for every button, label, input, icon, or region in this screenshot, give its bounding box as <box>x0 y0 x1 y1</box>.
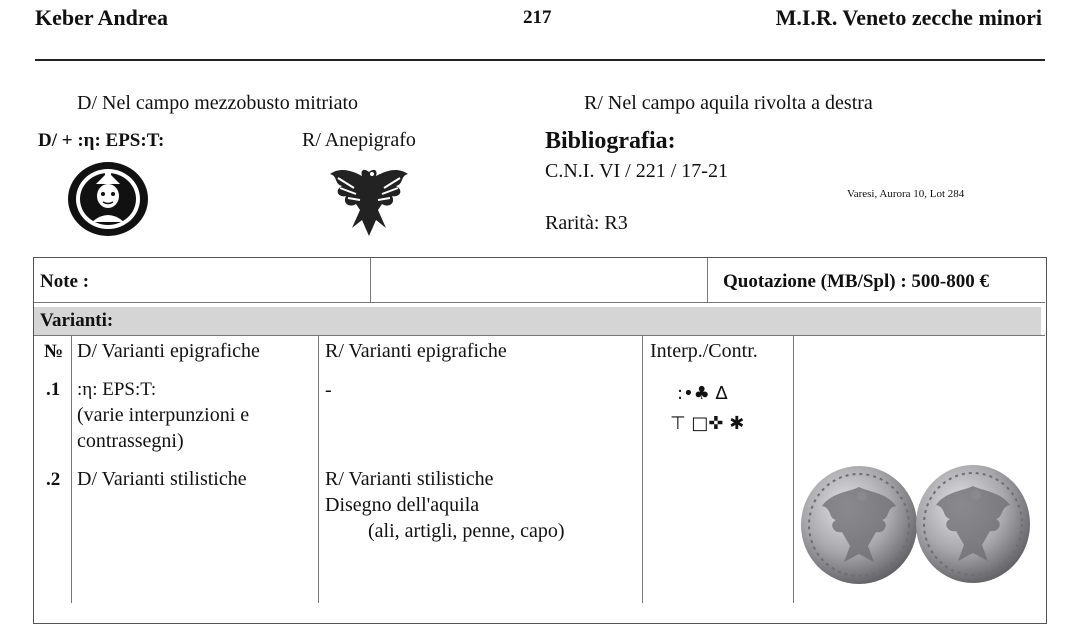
row-2-number: .2 <box>46 469 61 490</box>
reverse-legend: R/ Anepigrafo <box>302 129 416 151</box>
obverse-bust-drawing <box>66 160 152 238</box>
coin-photo-obverse <box>801 466 917 584</box>
obverse-legend: D/ + :η: EPS:T: <box>38 130 165 151</box>
row-1-marks-line-1: :•♣ ∆ <box>677 383 728 404</box>
col-line-marks <box>793 336 794 603</box>
note-label: Note : <box>40 271 90 292</box>
auction-reference: Varesi, Aurora 10, Lot 284 <box>847 188 965 200</box>
rarity: Rarità: R3 <box>545 212 628 234</box>
row-1-reverse: - <box>325 379 332 401</box>
col-line-reverse <box>642 336 643 603</box>
header-obverse: D/ Varianti epigrafiche <box>77 340 260 362</box>
reverse-eagle-drawing <box>324 158 414 240</box>
note-row-rule <box>34 302 1045 303</box>
coin-photo-reverse <box>916 465 1030 583</box>
page-number: 217 <box>523 7 552 28</box>
row-2-reverse-line-3: (ali, artigli, penne, capo) <box>368 520 565 542</box>
variants-title: Varianti: <box>40 310 114 331</box>
note-divider-2 <box>707 258 708 302</box>
obverse-description: D/ Nel campo mezzobusto mitriato <box>77 92 359 114</box>
row-2-reverse-line-1: R/ Varianti stilistiche <box>325 468 494 490</box>
col-line-number <box>71 336 72 603</box>
row-1-obverse-line-1: :η: EPS:T: <box>77 379 157 400</box>
author-name: Keber Andrea <box>35 5 169 30</box>
row-1-obverse-line-3: contrassegni) <box>77 430 184 452</box>
row-2-reverse-line-2: Disegno dell'aquila <box>325 494 480 516</box>
col-line-obverse <box>318 336 319 603</box>
header-rule <box>35 59 1045 61</box>
header-reverse: R/ Varianti epigrafiche <box>325 340 507 362</box>
bibliography-reference: C.N.I. VI / 221 / 17-21 <box>545 160 728 182</box>
reverse-description: R/ Nel campo aquila rivolta a destra <box>584 92 873 114</box>
bibliography-title: Bibliografia: <box>545 128 676 154</box>
variants-band <box>34 307 1041 335</box>
header-number: № <box>44 341 64 362</box>
note-divider-1 <box>370 258 371 302</box>
coin-photos <box>800 462 1032 587</box>
variants-band-rule <box>34 335 1045 336</box>
row-1-number: .1 <box>46 379 61 400</box>
row-2-obverse: D/ Varianti stilistiche <box>77 468 247 490</box>
quotation: Quotazione (MB/Spl) : 500-800 € <box>723 271 989 292</box>
catalog-title: M.I.R. Veneto zecche minori <box>775 5 1042 30</box>
row-1-obverse-line-2: (varie interpunzioni e <box>77 404 250 426</box>
row-1-marks-line-2: ⊤ □✜ ✱ <box>670 413 745 434</box>
header-marks: Interp./Contr. <box>650 340 758 362</box>
